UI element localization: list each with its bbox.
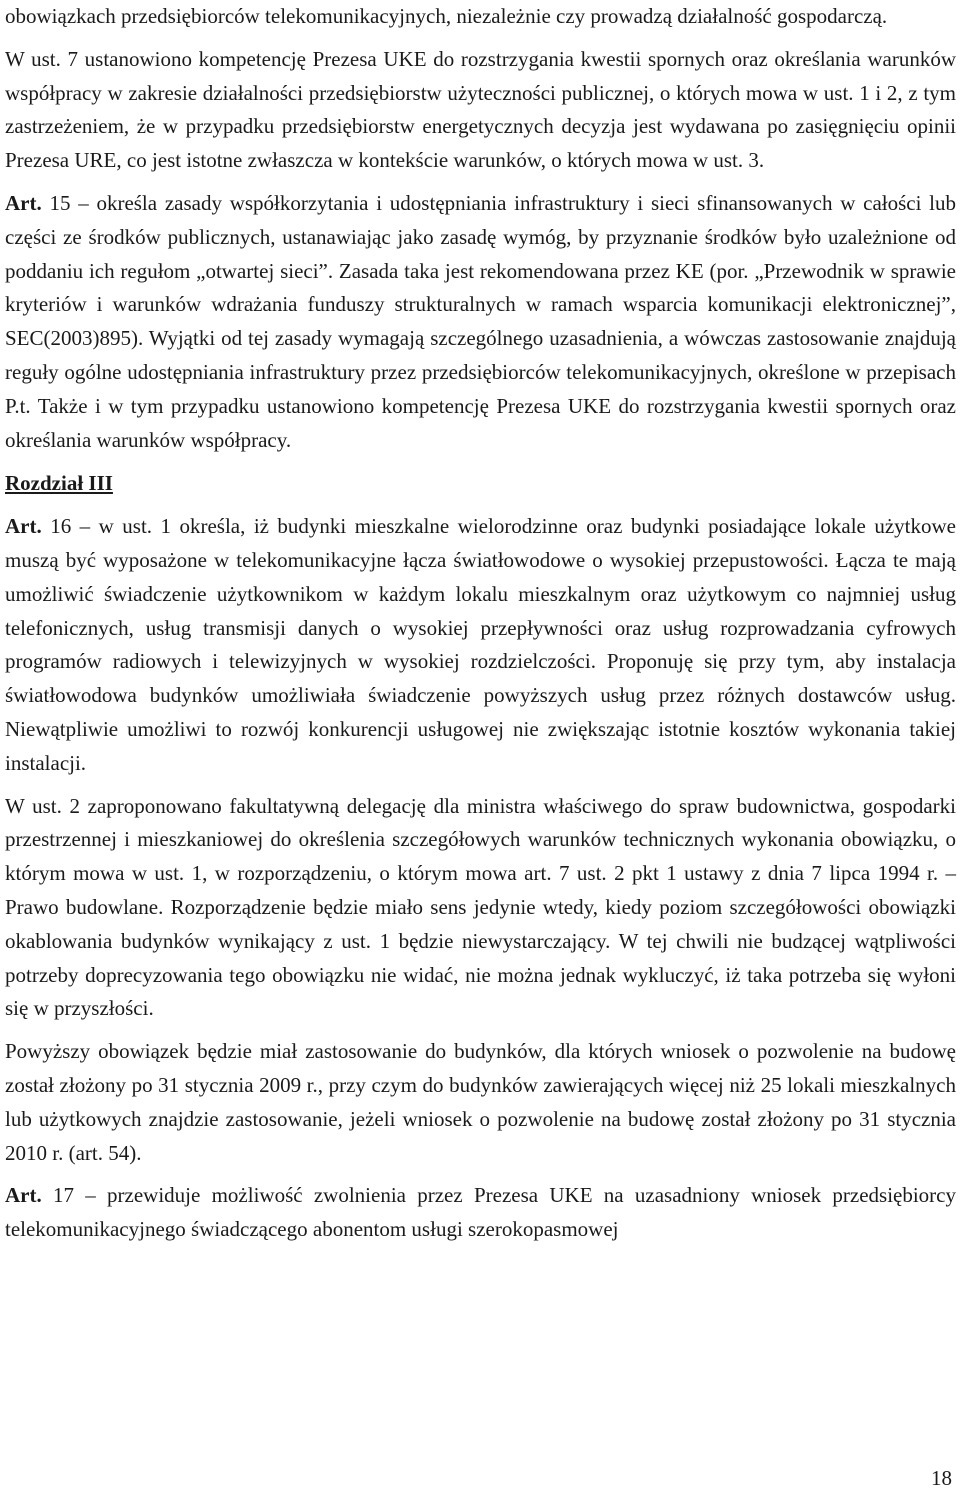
page-number: 18 [931,1466,952,1490]
chapter-heading: Rozdział III [5,471,113,496]
article-text: 16 – w ust. 1 określa, iż budynki mieszkalne wielorodzinne oraz budynki posiadające lokale użytkowe muszą być wyposażone w telekomunikacyjne łącza światłowodowe o wysokiej przepustowości. Łącza te mają umożliwić świadczenie użytkownikom w każdym lokalu mieszkalnym oraz użytkowym co najmniej usług telefonicznych, usług transmisji danych o wysokiej przepływności oraz usług rozprowadzania cyfrowych programów radiowych i telewizyjnych w wysokiej rozdzielczości. Proponuję się przy tym, aby instalacja światłowodowa budynków umożliwiała świadczenie powyższych usług przez różnych dostawców usług. Niewątpliwie umożliwi to rozwój konkurencji usługowej nie zwiększając istotnie kosztów wykonania takiej instalacji. [5,514,956,775]
article-label: Art. [5,1183,42,1208]
paragraph-art16 [5,510,956,780]
paragraph-obowiazek: Powyższy obowiązek będzie miał zastosowanie do budynków, dla których wniosek o pozwolenie na budowę został złożony po 31 stycznia 2009 r., przy czym do budynków zawierających więcej niż 25 lokali mieszkalnych lub użytkowych znajdzie zastosowanie, jeżeli wniosek o pozwolenie na budowę został złożony po 31 stycznia 2010 r. (art. 54). [5,1039,956,1165]
paragraph-art15 [5,187,956,457]
paragraph-ust7: W ust. 7 ustanowiono kompetencję Prezesa UKE do rozstrzygania kwestii spornych oraz określania warunków współpracy w zakresie działalności przedsiębiorstw użyteczności publicznej, o których mowa w ust. 1 i 2, z tym zastrzeżeniem, że w przypadku przedsiębiorstw energetycznych decyzja jest wydawana po zasięgnięciu opinii Prezesa URE, co jest istotne zwłaszcza w kontekście warunków, o których mowa w ust. 3. [5,46,956,173]
document-page [5,0,956,1247]
article-label: Art. [5,190,42,215]
article-label: Art. [5,514,42,539]
paragraph-obowiazkach: obowiązkach przedsiębiorców telekomunikacyjnych, niezależnie czy prowadzą działalność gospodarczą. [5,4,888,28]
paragraph-art17 [5,1179,956,1247]
article-text: 17 – przewiduje możliwość zwolnienia przez Prezesa UKE na uzasadniony wniosek przedsiębiorcy telekomunikacyjnego świadczącego abonentom usługi szerokopasmowej [5,1183,956,1242]
article-text: 15 – określa zasady współkorzytania i udostępniania infrastruktury i sieci sfinansowanych w całości lub części ze środków publicznych, ustanawiając jako zasadę wymóg, by przyznanie środków było uzależnione od poddaniu ich regułom „otwartej sieci”. Zasada taka jest rekomendowana przez KE (por. „Przewodnik w sprawie kryteriów i warunków wdrażania funduszy strukturalnych w ramach wsparcia komunikacji elektronicznej”, SEC(2003)895). Wyjątki od tej zasady wymagają szczególnego uzasadnienia, a wówczas zastosowanie znajdują reguły ogólne udostępniania infrastruktury przez przedsiębiorców telekomunikacyjnych, określone w przepisach P.t. Także i w tym przypadku ustanowiono kompetencję Prezesa UKE do rozstrzygania kwestii spornych oraz określania warunków współpracy. [5,190,956,452]
paragraph-ust2: W ust. 2 zaproponowano fakultatywną delegację dla ministra właściwego do spraw budownictwa, gospodarki przestrzennej i mieszkaniowej do określenia szczegółowych warunków technicznych wykonania obowiązku, o którym mowa w ust. 1, w rozporządzeniu, o którym mowa art. 7 ust. 2 pkt 1 ustawy z dnia 7 lipca 1994 r. – Prawo budowlane. Rozporządzenie będzie miało sens jedynie wtedy, kiedy poziom szczegółowości obowiązki okablowania budynków wynikający z ust. 1 będzie niewystarczający. W tej chwili nie budzącej wątpliwości potrzeby doprecyzowania tego obowiązku nie widać, nie można jednak wykluczyć, iż taka potrzeba się wyłoni się w przyszłości. [5,793,956,1021]
